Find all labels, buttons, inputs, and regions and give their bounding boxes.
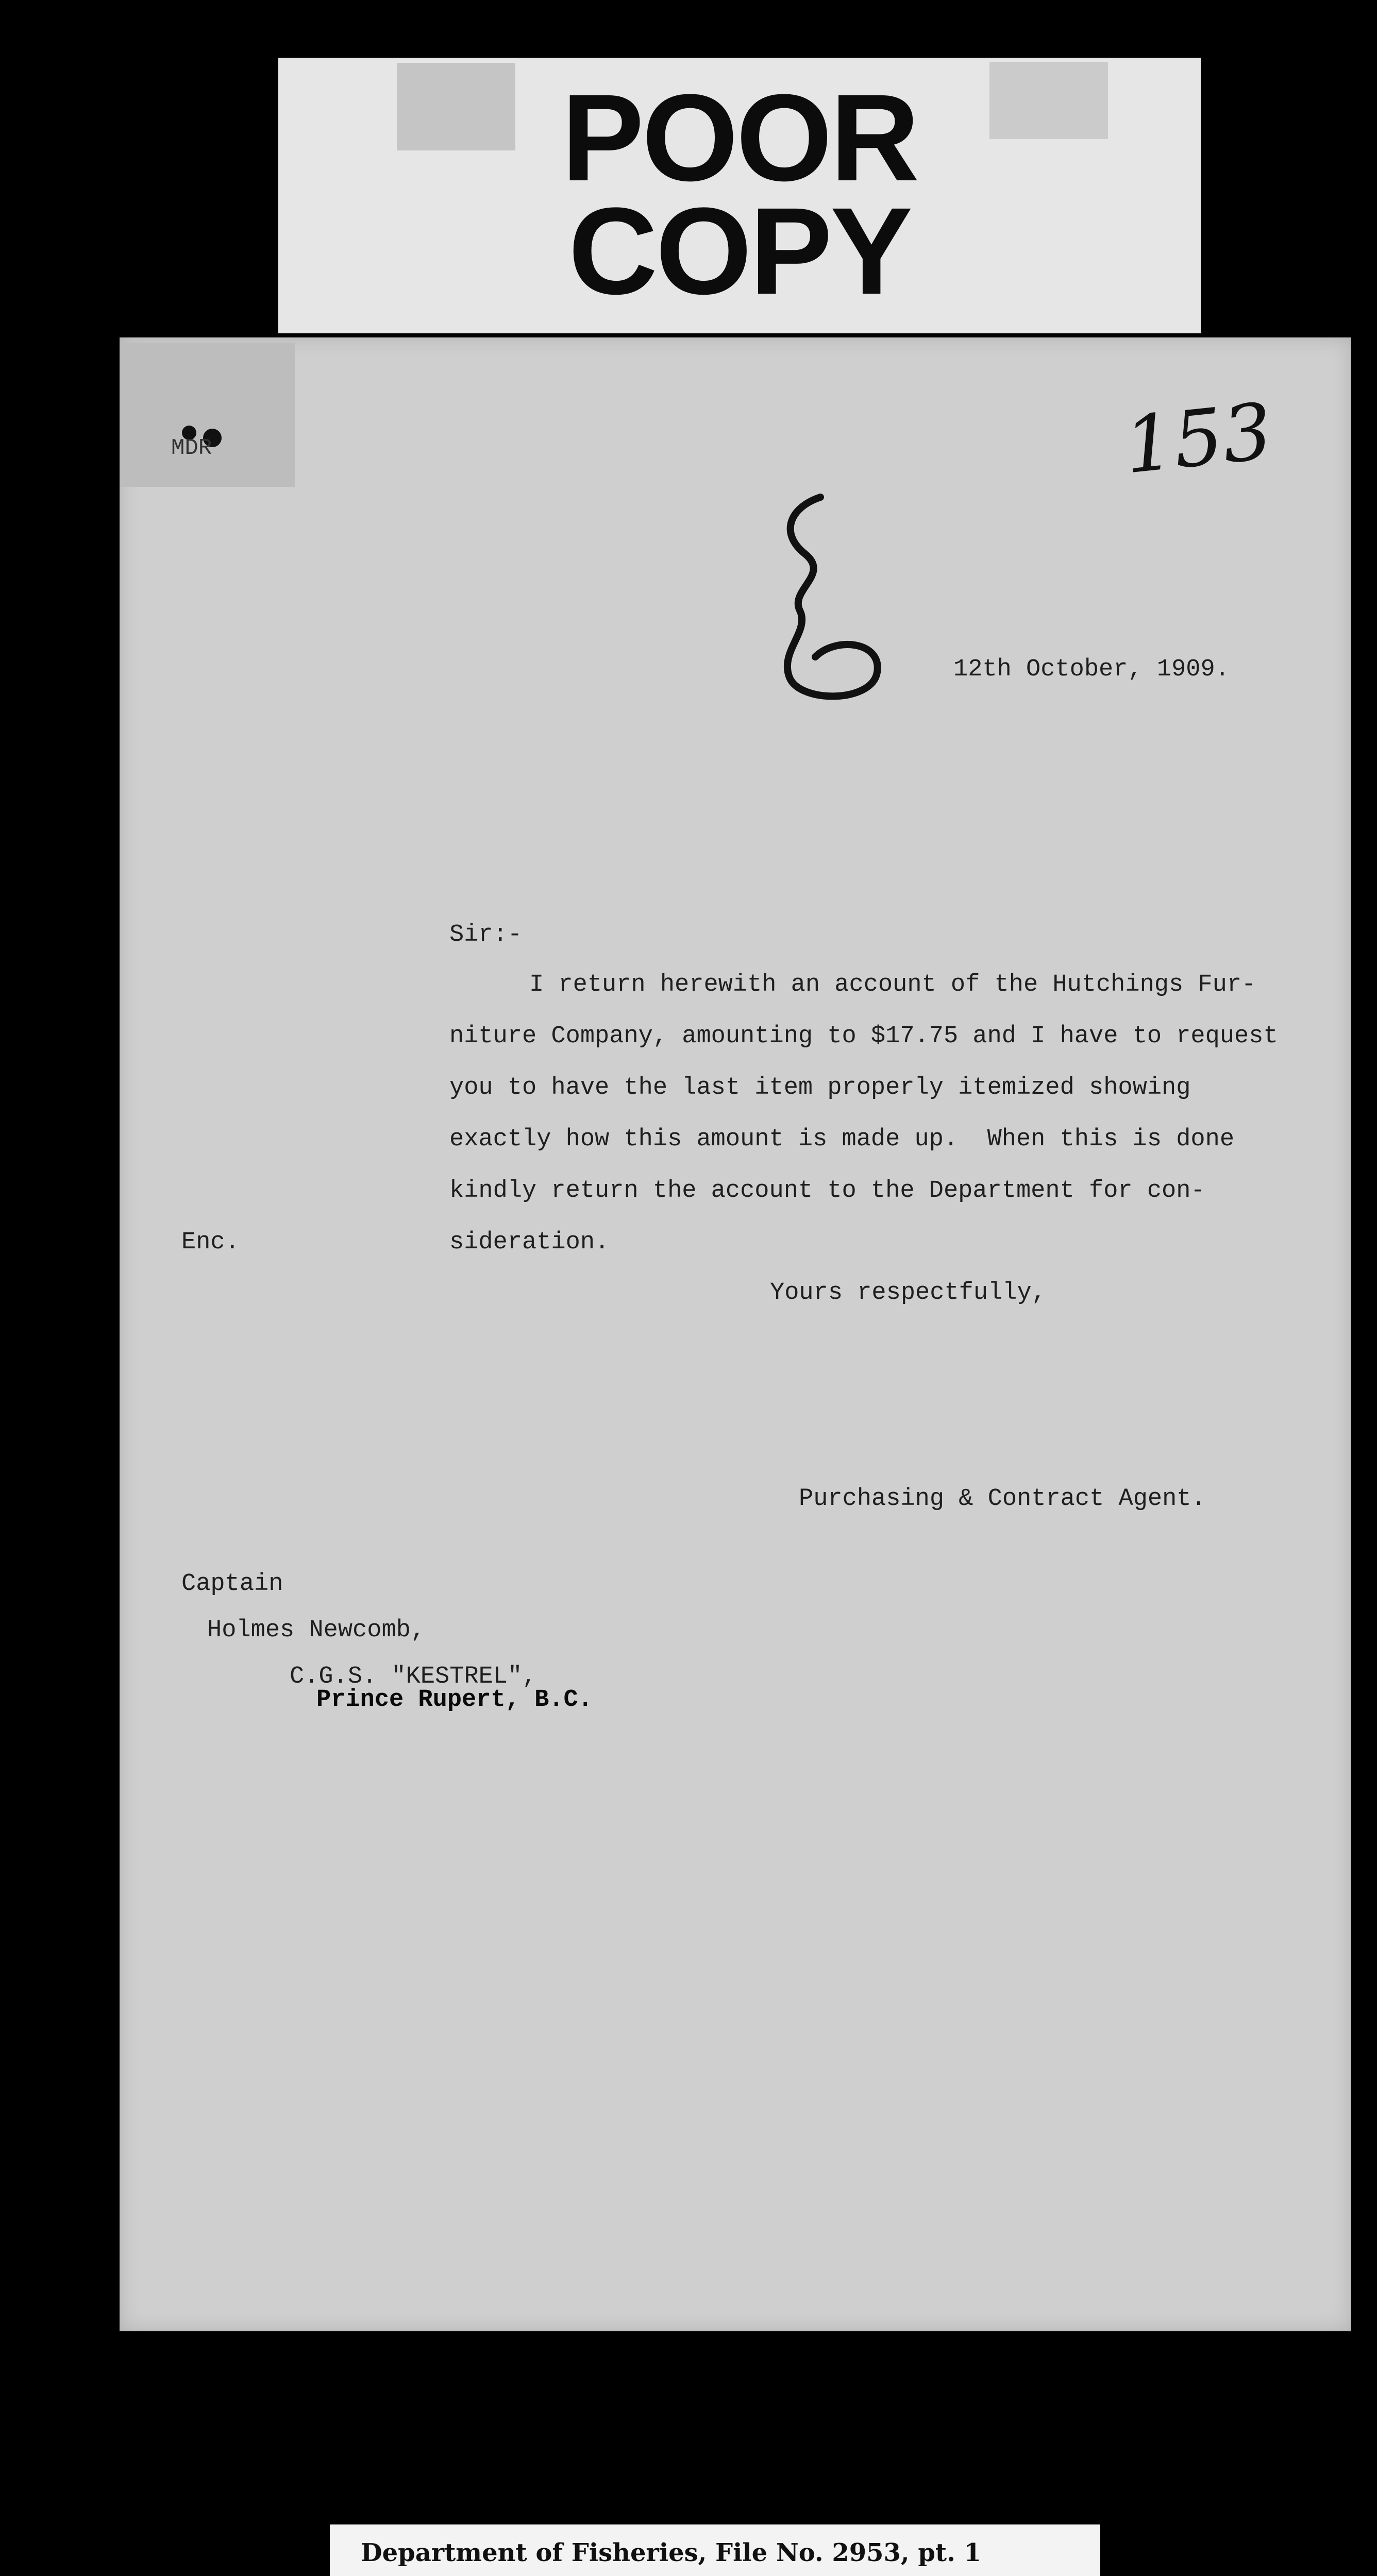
body-line-6: sideration. <box>449 1229 610 1256</box>
corner-tab <box>120 343 295 487</box>
closing: Yours respectfully, <box>770 1279 1046 1307</box>
letter-sheet <box>120 337 1351 2331</box>
poor-copy-stamp <box>278 58 1201 333</box>
address-line-2: Holmes Newcomb, <box>207 1617 426 1644</box>
body-line-4: exactly how this amount is made up. When this is done <box>449 1126 1235 1153</box>
address-line-4: Prince Rupert, B.C. <box>316 1686 593 1714</box>
handwritten-mark-icon <box>759 487 893 703</box>
stamp-line-2: COPY <box>568 182 911 320</box>
handwritten-page-number: 153 <box>1120 386 1277 492</box>
address-line-3: C.G.S. "KESTREL", <box>290 1663 537 1690</box>
body-line-3: you to have the last item properly itemized showing <box>449 1074 1191 1101</box>
body-line-1: I return herewith an account of the Hutchings Fur- <box>529 971 1256 998</box>
address-line-1: Captain <box>181 1570 283 1598</box>
salutation: Sir:- <box>449 921 523 948</box>
file-label: Department of Fisheries, File No. 2953, pt. 1 <box>330 2524 1100 2576</box>
letter-date: 12th October, 1909. <box>953 656 1230 683</box>
body-line-2: niture Company, amounting to $17.75 and I have to request <box>449 1023 1278 1050</box>
stamp-line-1: POOR <box>561 69 918 207</box>
enclosure-note: Enc. <box>181 1229 240 1256</box>
file-reference: MDR <box>171 435 212 461</box>
signature-title: Purchasing & Contract Agent. <box>799 1485 1206 1513</box>
body-line-5: kindly return the account to the Department for con- <box>449 1177 1205 1205</box>
